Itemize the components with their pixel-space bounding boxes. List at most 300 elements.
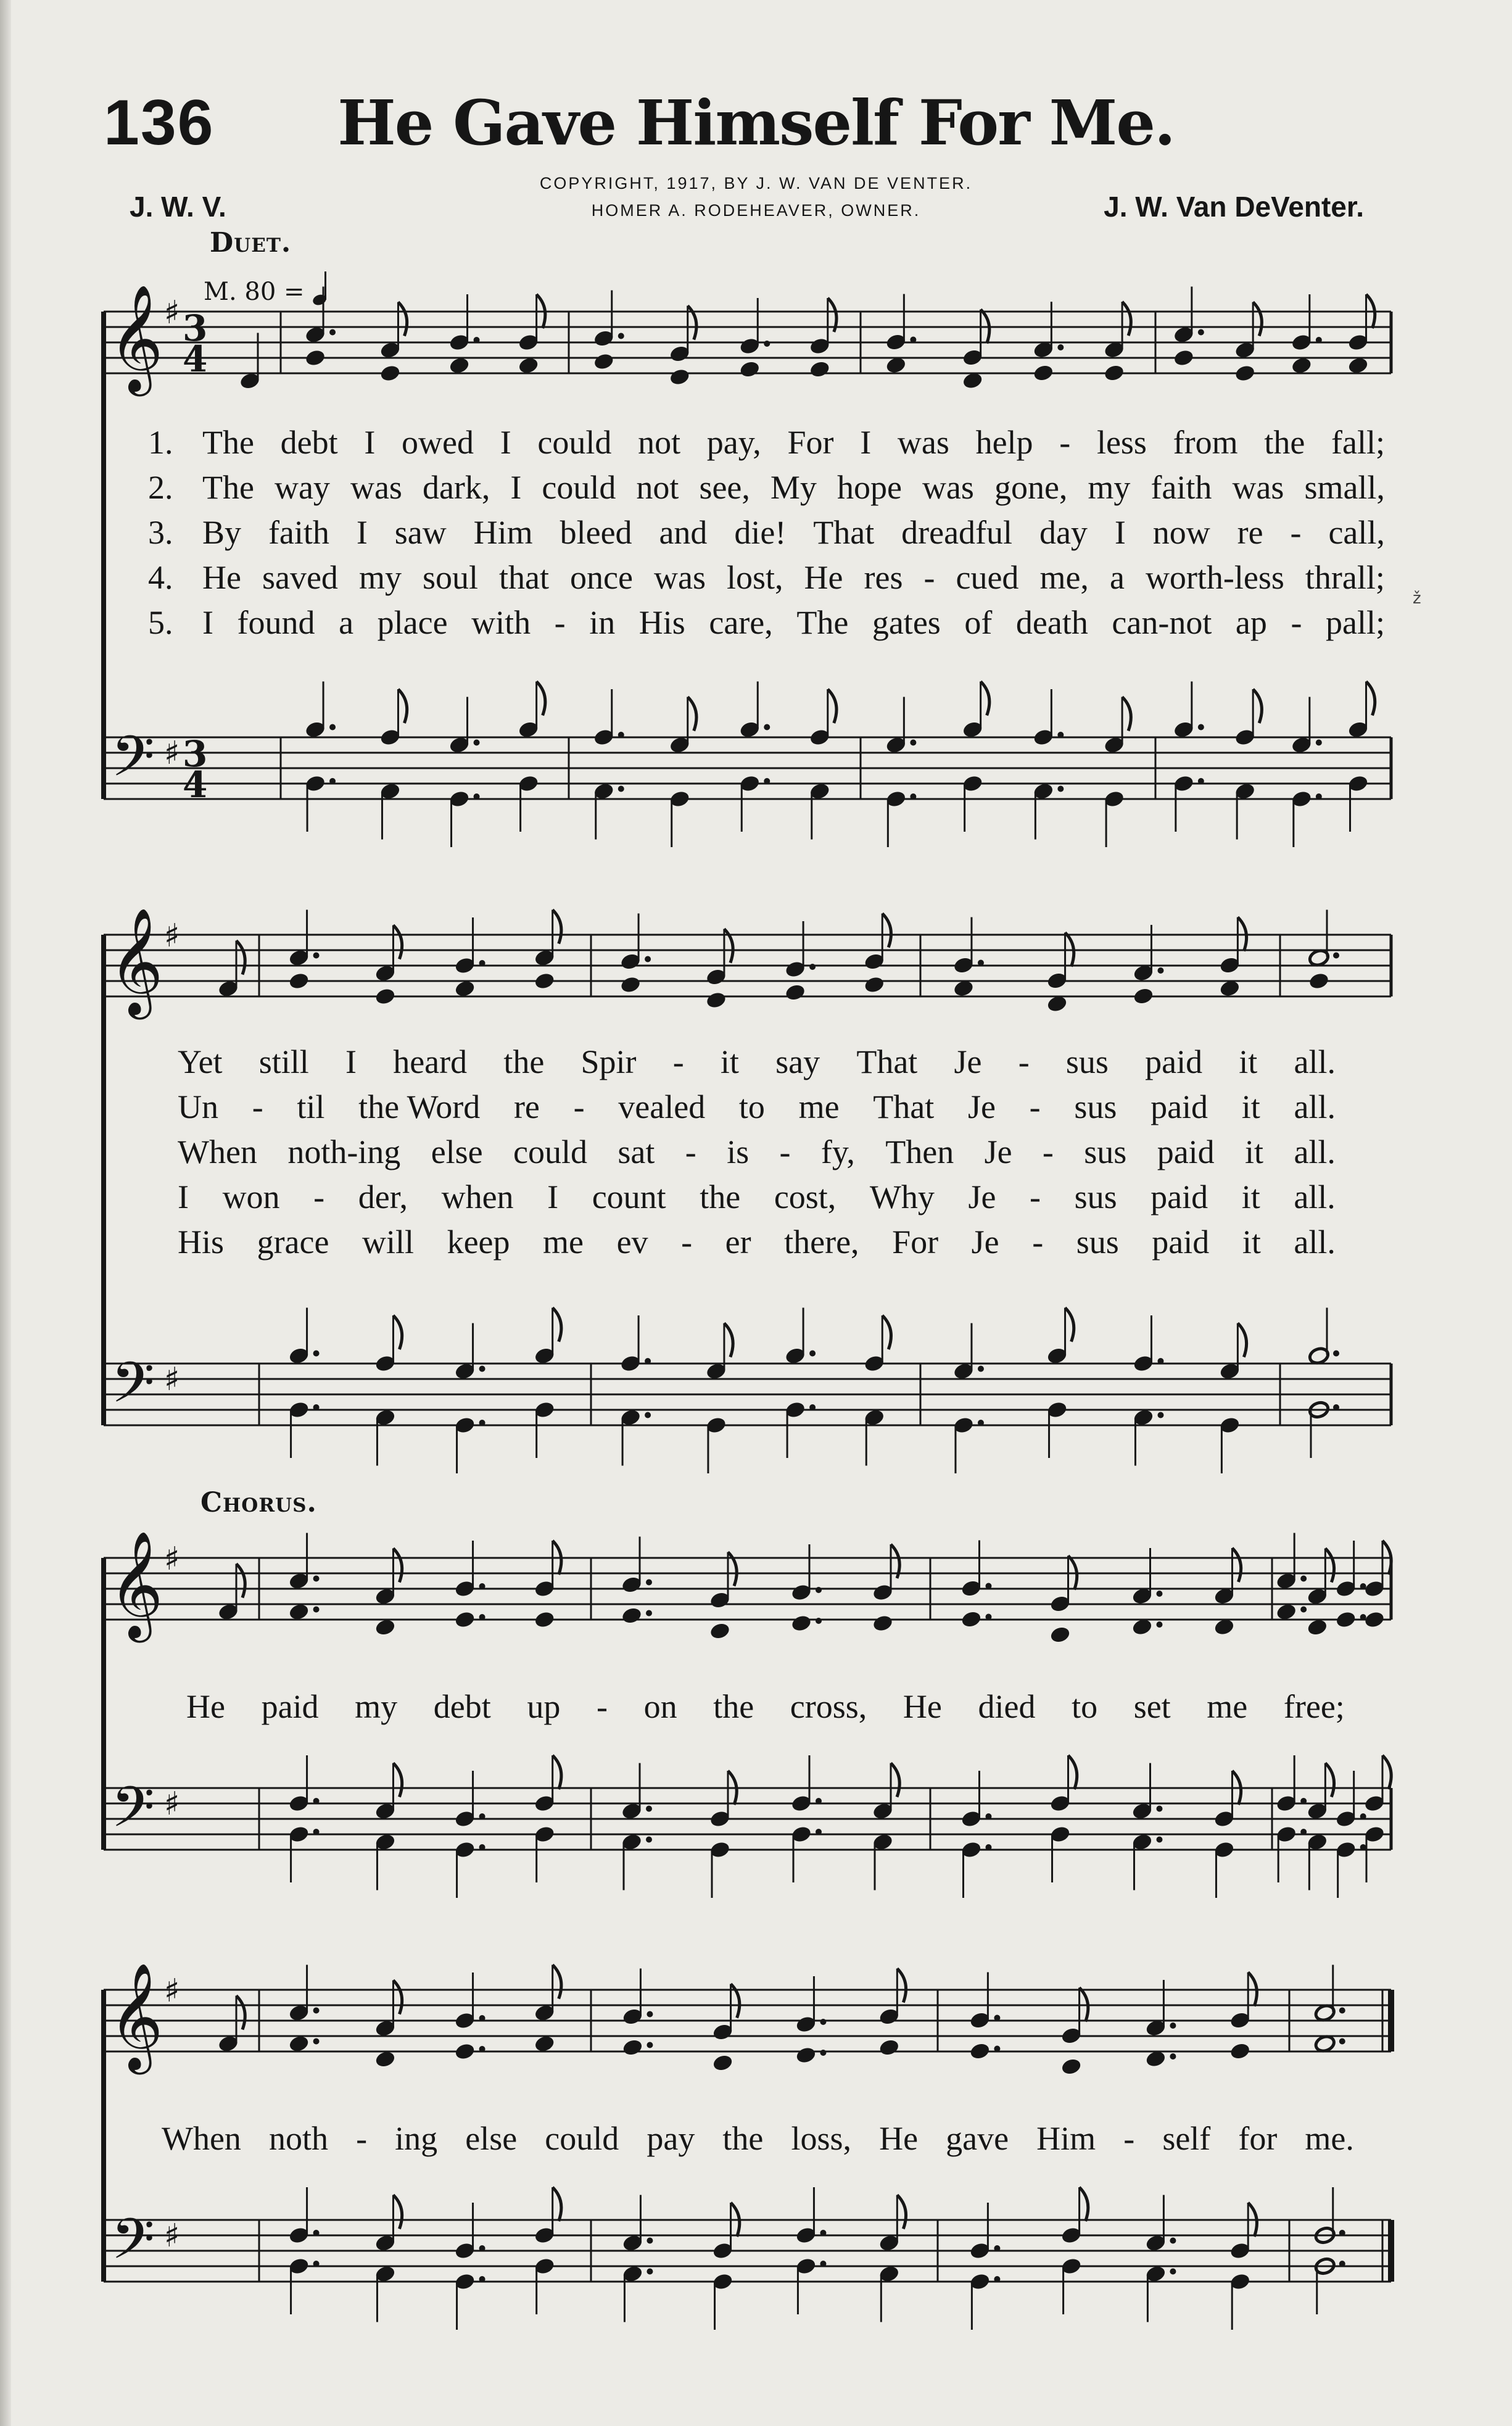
note-head (379, 364, 402, 383)
lyric-syllable: - (1018, 1043, 1030, 1080)
note-flag (897, 1969, 906, 2003)
lyric-syllable: cross, (790, 1688, 867, 1725)
note-dot (329, 329, 336, 336)
lyric-syllable: I (500, 424, 511, 461)
note-dot (994, 2276, 1000, 2282)
duet-marking: Duet. (210, 227, 292, 259)
note-head (960, 1610, 983, 1629)
note-dot (1157, 1358, 1163, 1364)
lyric-syllable: - (1059, 424, 1071, 461)
note-dot (1333, 1404, 1339, 1410)
lyric-syllable: The (202, 424, 254, 461)
note-dot (479, 2015, 485, 2021)
lyric-syllable: The (202, 469, 254, 506)
lyric-syllable: pay (647, 2120, 695, 2157)
lyric-syllable: - (1291, 604, 1302, 641)
note-flag (393, 1315, 402, 1349)
note-dot (313, 2230, 320, 2236)
note-dot (647, 2238, 653, 2244)
lyric-syllable: When (162, 2120, 241, 2157)
time-signature-bottom: 4 (183, 338, 208, 380)
note-dot (646, 1837, 652, 1843)
lyric-syllable: help (975, 424, 1033, 461)
lyric-syllable: on (643, 1688, 677, 1725)
lyric-syllable: my (1088, 469, 1131, 506)
lyric-syllable: ing (395, 2120, 438, 2157)
lyric-syllable: - (554, 604, 566, 641)
note-flag (1122, 697, 1131, 731)
note-head (304, 349, 326, 368)
note-dot (1300, 1798, 1307, 1804)
treble-clef-icon: 𝄞 (109, 1531, 163, 1638)
note-dot (1339, 2008, 1345, 2014)
note-dot (985, 1844, 991, 1850)
verse-number: 4. (148, 559, 173, 596)
note-dot (1170, 2238, 1176, 2244)
note-dot (910, 740, 916, 746)
note-dot (479, 2276, 485, 2282)
note-dot (820, 2019, 826, 2025)
note-head (790, 1614, 812, 1633)
lyric-syllable: die! (734, 514, 787, 551)
chorus-marking: Chorus. (200, 1487, 317, 1518)
note-dot (313, 1404, 320, 1410)
note-dot (474, 740, 480, 746)
note-head (795, 2046, 817, 2065)
note-dot (1360, 1583, 1366, 1589)
note-dot (1198, 329, 1204, 336)
lyric-syllable: I (345, 1043, 357, 1080)
lyric-syllable: less (1096, 424, 1147, 461)
note-dot (1360, 1844, 1366, 1850)
lyric-syllable: faith (1151, 469, 1212, 506)
lyric-syllable: - (672, 1043, 684, 1080)
note-dot (1156, 1837, 1162, 1843)
note-head (622, 2038, 644, 2057)
verse-number: 3. (148, 514, 173, 551)
note-dot (985, 1583, 991, 1589)
note-head (374, 2050, 397, 2069)
note-flag (553, 910, 561, 944)
note-head (1306, 1618, 1328, 1637)
lyric-syllable: death (1015, 604, 1088, 641)
lyric-syllable: worth-less (1145, 559, 1284, 596)
lyric-syllable: set (1133, 1688, 1171, 1725)
note-dot (313, 1607, 320, 1613)
lyric-syllable: could (513, 1133, 587, 1170)
lyric-syllable: - (685, 1133, 696, 1170)
note-head (454, 2042, 476, 2061)
lyric-syllable: debt (433, 1688, 491, 1725)
lyric-syllable: can-not (1112, 604, 1212, 641)
lyric-syllable: noth (269, 2120, 329, 2157)
note-head (593, 352, 615, 371)
lyric-syllable: That (813, 514, 875, 551)
note-dot (764, 778, 770, 784)
lyric-syllable: Spir (580, 1043, 637, 1080)
note-dot (910, 337, 916, 343)
note-dot (1057, 732, 1064, 738)
note-flag (1068, 1755, 1077, 1789)
note-dot (313, 2039, 320, 2045)
note-dot (820, 2230, 826, 2236)
lyric-syllable: vealed (618, 1088, 706, 1125)
verse-line-2-b (178, 1088, 1336, 1126)
note-dot (1156, 1621, 1162, 1628)
lyric-syllable: bleed (560, 514, 632, 551)
note-dot (1316, 793, 1322, 800)
note-head (619, 975, 642, 995)
lyric-syllable: debt (280, 424, 338, 461)
note-head (738, 360, 761, 379)
lyric-syllable: der, (358, 1178, 408, 1215)
note-head (374, 987, 397, 1006)
sharp-icon: ♯ (164, 1973, 180, 2010)
lyric-syllable: thrall; (1305, 559, 1385, 596)
lyric-syllable: say (775, 1043, 820, 1080)
note-flag (1325, 1763, 1334, 1797)
lyric-syllable: paid (1145, 1043, 1203, 1080)
note-flag (897, 2195, 906, 2229)
note-head (863, 975, 885, 995)
note-dot (1170, 2022, 1176, 2029)
note-dot (809, 1404, 816, 1410)
note-flag (1065, 1308, 1074, 1342)
note-head (969, 2042, 991, 2061)
lyric-syllable: me (1207, 1688, 1248, 1725)
note-head (872, 1614, 894, 1633)
lyric-syllable: else (431, 1133, 483, 1170)
lyric-syllable: and (659, 514, 708, 551)
lyric-syllable: er (725, 1223, 751, 1261)
lyric-syllable: my (355, 1688, 398, 1725)
verse-number: 1. (148, 424, 173, 461)
lyric-syllable: For (892, 1223, 939, 1261)
lyric-syllable: For (787, 424, 834, 461)
note-head (1173, 349, 1195, 368)
lyric-syllable: it (1239, 1043, 1258, 1080)
lyric-syllable: not (636, 469, 679, 506)
lyric-syllable: with (471, 604, 531, 641)
note-dot (313, 1798, 320, 1804)
lyric-syllable: He (879, 2120, 919, 2157)
note-flag (236, 1564, 245, 1598)
note-dot (479, 1614, 485, 1620)
note-dot (647, 2269, 653, 2275)
lyric-syllable: the Word (358, 1088, 481, 1125)
lyric-syllable: pay, (706, 424, 761, 461)
note-flag (981, 682, 989, 716)
note-dot (820, 2050, 826, 2056)
lyric-syllable: small, (1304, 469, 1385, 506)
time-signature-top: 3 (183, 307, 208, 349)
lyric-syllable: re (513, 1088, 540, 1125)
lyric-syllable: it (1242, 1223, 1261, 1261)
lyric-syllable: for (1238, 2120, 1278, 2157)
lyric-syllable: died (978, 1688, 1036, 1725)
lyric-syllable: ev (616, 1223, 648, 1261)
lyric-syllable: I (510, 469, 522, 506)
lyric-syllable: see, (699, 469, 750, 506)
lyric-syllable: saved (262, 559, 338, 596)
note-head (288, 1602, 310, 1621)
lyric-syllable: count (592, 1178, 666, 1215)
note-dot (1333, 953, 1339, 959)
lyric-syllable: til (297, 1088, 325, 1125)
note-dot (618, 333, 624, 339)
lyric-syllable: was (922, 469, 974, 506)
copyright-line-1: COPYRIGHT, 1917, BY J. W. VAN DE VENTER. (539, 174, 973, 193)
lyric-syllable: Je (984, 1133, 1012, 1170)
note-flag (1325, 1549, 1334, 1583)
lyric-syllable: now (1152, 514, 1210, 551)
lyric-syllable: I (202, 604, 213, 641)
lyric-syllable: from (1173, 424, 1238, 461)
note-dot (474, 337, 480, 343)
lyric-syllable: was (350, 469, 402, 506)
verse-number: 5. (148, 604, 173, 641)
lyric-syllable: - (923, 559, 935, 596)
note-head (1314, 2034, 1336, 2053)
note-dot (994, 2015, 1000, 2021)
lyric-syllable: - (313, 1178, 325, 1215)
note-dot (1300, 1607, 1307, 1613)
lyric-syllable: - (1030, 1178, 1041, 1215)
lyric-syllable: I (1114, 514, 1126, 551)
lyric-syllable: loss, (791, 2120, 852, 2157)
sharp-icon: ♯ (164, 2217, 180, 2254)
lyric-syllable: His (638, 604, 685, 641)
note-flag (393, 1549, 402, 1583)
note-dot (646, 1579, 652, 1586)
note-dot (313, 2008, 320, 2014)
lyric-syllable: He (804, 559, 843, 596)
note-dot (645, 1358, 651, 1364)
lyric-syllable: dreadful (901, 514, 1013, 551)
lyric-syllable: a (1109, 559, 1125, 596)
treble-clef-icon: 𝄞 (109, 908, 163, 1015)
lyric-syllable: grace (257, 1223, 329, 1261)
note-dot (313, 1351, 320, 1357)
note-flag (537, 682, 545, 716)
lyric-syllable: Yet (178, 1043, 223, 1080)
note-flag (1122, 302, 1131, 336)
lyric-syllable: when (441, 1178, 514, 1215)
lyric-syllable: sat (618, 1133, 655, 1170)
note-dot (646, 1610, 652, 1617)
lyric-syllable: once (570, 559, 633, 596)
lyric-syllable: I (178, 1178, 189, 1215)
note-head (448, 356, 471, 375)
lyric-syllable: sus (1074, 1178, 1117, 1215)
lyric-syllable: I (356, 514, 368, 551)
lyric-syllable: will (362, 1223, 415, 1261)
note-dot (479, 1813, 485, 1819)
note-dot (479, 1844, 485, 1850)
lyric-syllable: When (178, 1133, 257, 1170)
note-dot (645, 1412, 651, 1418)
lyric-syllable: Je (967, 1088, 996, 1125)
lyric-syllable: that (499, 559, 550, 596)
lyric-syllable: of (964, 604, 993, 641)
note-head (534, 972, 556, 991)
note-head (1291, 356, 1313, 375)
sharp-icon: ♯ (164, 294, 180, 331)
lyric-syllable: - (356, 2120, 368, 2157)
note-dot (809, 964, 816, 970)
note-dot (479, 1420, 485, 1426)
note-head (809, 360, 831, 379)
lyric-syllable: - (1032, 1223, 1044, 1261)
lyric-syllable: could (545, 2120, 619, 2157)
sharp-icon: ♯ (164, 1786, 180, 1823)
note-flag (1237, 1323, 1246, 1357)
note-head (1049, 1625, 1072, 1644)
lyric-syllable: dark, (422, 469, 490, 506)
time-signature-top: 3 (183, 733, 208, 775)
lyric-syllable: day (1039, 514, 1088, 551)
lyric-syllable: the (1264, 424, 1305, 461)
lyric-syllable: it (1241, 1088, 1260, 1125)
lyric-syllable: - (252, 1088, 263, 1125)
note-dot (985, 1813, 991, 1819)
verse-line-5-a (202, 603, 1385, 642)
lyric-syllable: gates (872, 604, 941, 641)
lyric-syllable: - (681, 1223, 693, 1261)
note-dot (816, 1587, 822, 1593)
lyric-syllable: paid (1151, 1178, 1208, 1215)
lyric-syllable: hope (837, 469, 902, 506)
note-dot (618, 786, 624, 792)
note-head (1033, 363, 1055, 383)
note-head (669, 368, 691, 387)
tempo-text: M. 80 = (204, 278, 305, 306)
note-head (1347, 356, 1369, 375)
note-dot (479, 1366, 485, 1372)
lyric-syllable: That (856, 1043, 918, 1080)
note-dot (329, 778, 336, 784)
note-flag (1382, 1755, 1391, 1789)
note-head (288, 2034, 310, 2053)
note-dot (978, 960, 984, 966)
verse-line-3-b (178, 1133, 1336, 1171)
note-head (454, 1610, 476, 1629)
note-flag (553, 1965, 561, 1999)
lyric-syllable: the (722, 2120, 764, 2157)
lyric-syllable: was (897, 424, 949, 461)
lyric-syllable: paid (1152, 1223, 1210, 1261)
lyric-syllable: Je (954, 1043, 982, 1080)
lyric-syllable: re (1237, 514, 1263, 551)
margin-mark: ž (1413, 589, 1421, 608)
note-dot (1157, 967, 1163, 974)
lyric-syllable: res (864, 559, 903, 596)
lyric-syllable: is (727, 1133, 750, 1170)
note-dot (816, 1798, 822, 1804)
lyric-syllable: - (1042, 1133, 1054, 1170)
sharp-icon: ♯ (164, 1541, 180, 1578)
note-flag (236, 941, 245, 975)
note-flag (236, 1996, 245, 2030)
lyric-syllable: in (589, 604, 616, 641)
lyric-syllable: won (222, 1178, 280, 1215)
lyric-syllable: sus (1076, 1223, 1119, 1261)
lyric-syllable: found (237, 604, 315, 641)
note-dot (1156, 1806, 1162, 1812)
chorus-line-b (162, 2119, 1354, 2158)
lyric-syllable: was (1232, 469, 1284, 506)
lyric-syllable: it (1245, 1133, 1264, 1170)
lyric-syllable: That (873, 1088, 935, 1125)
verse-line-5-b (178, 1223, 1336, 1261)
note-flag (891, 1763, 899, 1797)
note-dot (809, 1351, 816, 1357)
note-head (1234, 364, 1256, 383)
lyric-syllable: could (537, 424, 612, 461)
note-head (534, 2034, 556, 2053)
note-dot (646, 1806, 652, 1812)
lyric-syllable: He (903, 1688, 942, 1725)
lyric-syllable: all. (1294, 1043, 1336, 1080)
sharp-icon: ♯ (164, 735, 180, 772)
note-dot (1157, 1412, 1163, 1418)
lyric-syllable: - (1290, 514, 1302, 551)
lyric-syllable: all. (1294, 1223, 1336, 1261)
lyric-syllable: Him (1036, 2120, 1096, 2157)
note-flag (398, 302, 407, 336)
lyric-syllable: I (860, 424, 872, 461)
lyric-syllable: a (339, 604, 354, 641)
lyric-syllable: - (597, 1688, 608, 1725)
lyric-syllable: me (798, 1088, 840, 1125)
lyric-syllable: the (700, 1178, 741, 1215)
lyric-syllable: up (527, 1688, 561, 1725)
note-dot (764, 341, 770, 347)
note-flag (724, 1323, 733, 1357)
lyric-syllable: Un (178, 1088, 218, 1125)
lyric-syllable: keep (447, 1223, 510, 1261)
note-dot (1339, 2039, 1345, 2045)
lyric-syllable: pall; (1325, 604, 1385, 641)
lyric-syllable: could (542, 469, 616, 506)
copyright-line-2: HOMER A. RODEHEAVER, OWNER. (591, 201, 921, 220)
lyric-syllable: The (796, 604, 849, 641)
lyric-syllable: the (713, 1688, 754, 1725)
note-head (1308, 972, 1330, 991)
note-dot (820, 2261, 826, 2267)
lyric-syllable: the (503, 1043, 545, 1080)
lyric-syllable: gone, (994, 469, 1068, 506)
note-dot (1339, 2261, 1345, 2267)
note-flag (1253, 302, 1262, 336)
lyric-syllable: - (1123, 2120, 1135, 2157)
note-head (709, 1621, 731, 1641)
note-flag (553, 1755, 561, 1789)
lyric-syllable: Him (473, 514, 533, 551)
note-dot (1057, 344, 1064, 350)
lyric-syllable: He (202, 559, 241, 596)
note-flag (398, 689, 407, 723)
note-dot (313, 2261, 320, 2267)
lyric-syllable: gave (946, 2120, 1009, 2157)
note-dot (1339, 2230, 1345, 2236)
lyric-syllable: cost, (774, 1178, 837, 1215)
note-flag (1366, 682, 1375, 716)
lyric-syllable: still (258, 1043, 309, 1080)
verse-line-4-a (202, 558, 1385, 597)
note-head (621, 1606, 643, 1625)
lyric-syllable: all. (1294, 1088, 1336, 1125)
